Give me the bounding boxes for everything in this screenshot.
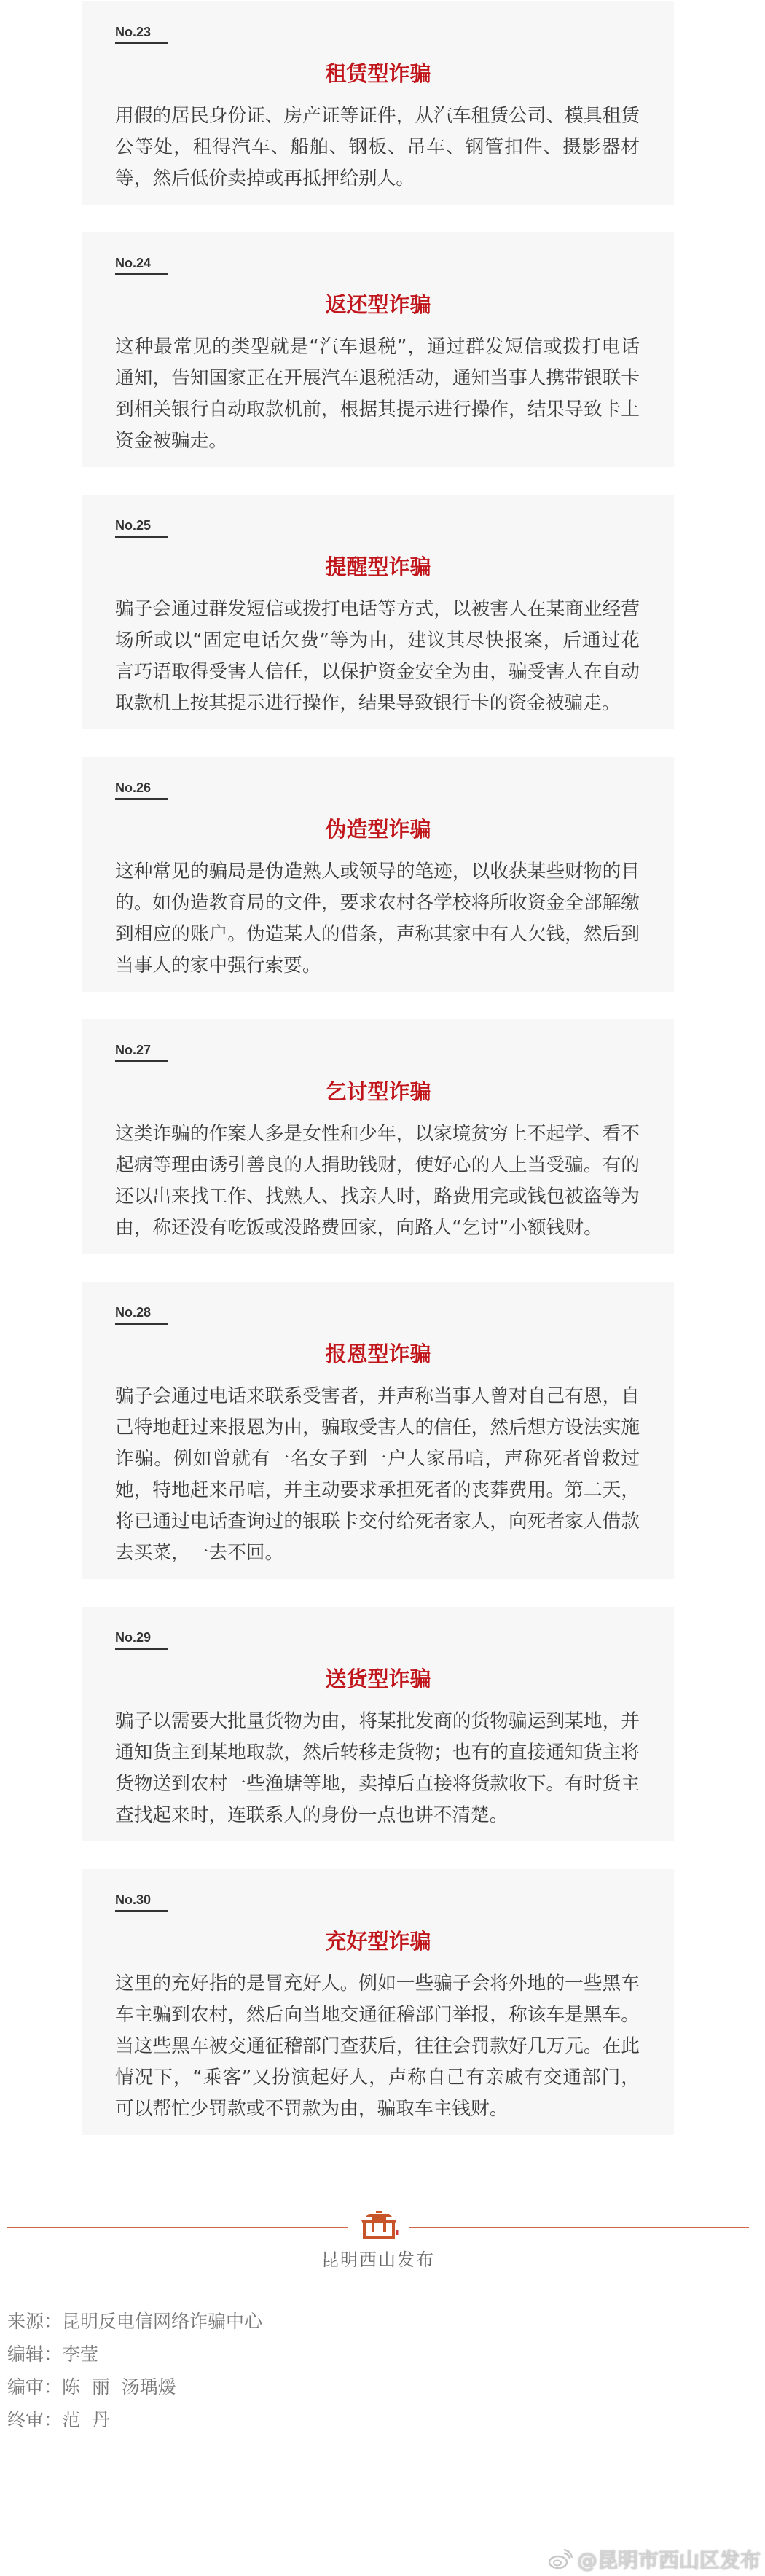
card-text: 骗子会通过群发短信或拨打电话等方式，以被害人在某商业经营场所或以“固定电话欠费”等为由，建议其尽快报案，后通过花言巧语取得受害人信任，以保护资金安全为由，骗受害人在自动取款机上按其提示进行操作，结果导致银行卡的资金被骗走。	[115, 598, 640, 714]
card-number: No.23	[115, 25, 168, 44]
card-text: 这种最常见的类型就是“汽车退税”，通过群发短信或拨打电话通知，告知国家正在开展汽车退税活动，通知当事人携带银联卡到相关银行自动取款机前，根据其提示进行操作，结果导致卡上资金被骗走。	[115, 335, 640, 452]
card-text: 这里的充好指的是冒充好人。例如一些骗子会将外地的一些黑车车主骗到农村，然后向当地交通征稽部门举报，称该车是黑车。当这些黑车被交通征稽部门查获后，往往会罚款好几万元。在此情况下，“乘客”又扮演起好人，声称自己有亲戚有交通部门，可以帮忙少罚款或不罚款为由，骗取车主钱财。	[115, 1972, 640, 2120]
card-title: 返还型诈骗	[325, 292, 431, 317]
fraud-card	[82, 1019, 674, 1254]
fraud-card	[82, 1607, 674, 1841]
credit-reviewer: 编审：陈 丽 汤瑀煖	[7, 2376, 176, 2397]
credit-final-reviewer: 终审：范 丹	[7, 2409, 110, 2430]
brand-name: 昆明西山发布	[321, 2250, 435, 2270]
fraud-card	[82, 1282, 674, 1579]
card-number: No.26	[115, 780, 168, 800]
card-number: No.25	[115, 518, 168, 538]
fraud-card	[82, 1869, 674, 2135]
card-title: 伪造型诈骗	[325, 817, 431, 842]
pagoda-logo-icon	[358, 2211, 399, 2240]
card-text: 骗子会通过电话来联系受害者，并声称当事人曾对自己有恩，自己特地赶过来报恩为由，骗取受害人的信任，然后想方设法实施诈骗。例如曾就有一名女子到一户人家吊唁，声称死者曾救过她，特地赶来吊唁，并主动要求承担死者的丧葬费用。第二天，将已通过电话查询过的银联卡交付给死者家人，向死者家人借款去买菜，一去不回。	[115, 1385, 640, 1564]
weibo-logo-icon	[548, 2549, 573, 2569]
credit-editor: 编辑：李莹	[7, 2344, 99, 2365]
card-title: 送货型诈骗	[325, 1667, 431, 1691]
card-text: 骗子以需要大批量货物为由，将某批发商的货物骗运到某地，并通知货主到某地取款，然后转移走货物；也有的直接通知货主将货物送到农村一些渔塘等地，卖掉后直接将货款收下。有时货主查找起来时，连联系人的身份一点也讲不清楚。	[115, 1710, 640, 1826]
card-title: 租赁型诈骗	[325, 61, 431, 86]
card-text: 用假的居民身份证、房产证等证件，从汽车租赁公司、模具租赁公等处，租得汽车、船舶、钢板、吊车、钢管扣件、摄影器材等，然后低价卖掉或再抵押给别人。	[115, 104, 640, 189]
watermark-text: @昆明市西山区发布	[576, 2548, 761, 2572]
fraud-type-list	[82, 1, 674, 2163]
footer-divider-left	[7, 2227, 348, 2228]
card-number: No.28	[115, 1305, 168, 1325]
fraud-card	[82, 495, 674, 729]
card-number: No.27	[115, 1043, 168, 1062]
fraud-card	[82, 757, 674, 992]
card-text: 这种常见的骗局是伪造熟人或领导的笔迹，以收获某些财物的目的。如伪造教育局的文件，要求农村各学校将所收资金全部解缴到相应的账户。伪造某人的借条，声称其家中有人欠钱，然后到当事人的家中强行索要。	[115, 860, 640, 976]
credit-source: 来源：昆明反电信网络诈骗中心	[7, 2311, 263, 2332]
fraud-card	[82, 232, 674, 467]
card-title: 报恩型诈骗	[325, 1342, 431, 1366]
footer-divider-right	[409, 2227, 749, 2228]
card-text: 这类诈骗的作案人多是女性和少年，以家境贫穷上不起学、看不起病等理由诱引善良的人捐助钱财，使好心的人上当受骗。有的还以出来找工作、找熟人、找亲人时，路费用完或钱包被盗等为由，称还没有吃饭或没路费回家，向路人“乞讨”小额钱财。	[115, 1122, 640, 1239]
card-number: No.24	[115, 256, 168, 275]
card-title: 充好型诈骗	[325, 1929, 431, 1954]
credits	[7, 2305, 262, 2436]
card-number: No.30	[115, 1892, 168, 1912]
fraud-card	[82, 1, 674, 205]
card-title: 乞讨型诈骗	[325, 1079, 431, 1104]
weibo-watermark	[548, 2545, 761, 2574]
card-title: 提醒型诈骗	[325, 555, 431, 579]
card-number: No.29	[115, 1630, 168, 1650]
